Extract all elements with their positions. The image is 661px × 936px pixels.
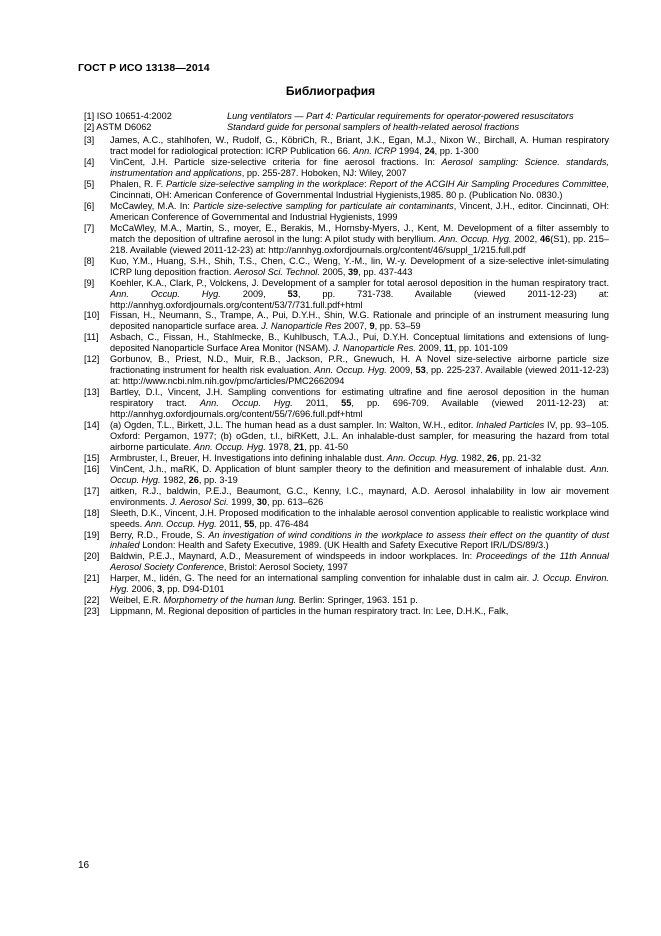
reference-segment: Ann. Occup. Hyg.: [110, 463, 609, 485]
reference-label: [8]: [84, 255, 95, 266]
reference-segment: Morphometry of the human lung.: [163, 595, 297, 606]
reference-segment: Bartley, D.I., Vincent, J.H. Sampling conventions for estimating ultrafine and fine aerosol deposition in the human respiratory tract.: [110, 387, 609, 409]
reference-segment: Armbruster, I., Breuer, H. Investigations into defining inhalable dust.: [110, 452, 387, 463]
reference-text: [110, 332, 609, 354]
reference-segment: , pp. 1-300: [434, 146, 479, 157]
reference-segment: 2011,: [216, 518, 245, 529]
reference-text: [110, 223, 609, 256]
reference-segment: Lung ventilators — Part 4: Particular requirements for operator-powered resuscitators: [227, 111, 574, 121]
reference-segment: 26: [486, 452, 498, 463]
reference-segment: Berlin: Springer, 1963. 151 p.: [296, 595, 418, 606]
reference-segment: Particle size-selective sampling in the workplace: [165, 179, 364, 190]
reference-segment: J. Occup. Environ. Hyg.: [110, 573, 609, 595]
reference-segment: Gorbunov, B., Priest, N.D., Muir, R.B., Jackson, P.R., Gnewuch, H. A Novel size-selective airborne particle size fractionating instrument for health risk evaluation.: [110, 354, 609, 376]
reference-text: [110, 201, 609, 223]
reference-segment: 39: [348, 266, 359, 277]
reference-segment: Asbach, C., Fissan, H., Stahlmecke, B., Kuhlbusch, T.A.J., Pui, D.Y.H. Conceptual limitations and extensions of lung-deposited Nanoparticle Surface Area Monitor (NSAM).: [110, 332, 609, 354]
reference-entry: [84, 508, 609, 530]
reference-entry: [84, 201, 609, 223]
reference-segment: Particle size-selective sampling for particulate air contaminants: [193, 200, 454, 211]
reference-segment: Ann. Occup. Hyg.: [110, 288, 221, 299]
reference-segment: , Bristol: Aerosol Society, 1997: [223, 562, 348, 573]
reference-segment: Sleeth, D.K., Vincent, J.H. Proposed modification to the inhalable aerosol convention applicable to realistic workplace wind speeds.: [110, 507, 609, 529]
reference-segment: , pp. 476-484: [254, 518, 309, 529]
reference-segment: Ann. ICRP: [352, 146, 397, 157]
reference-segment: McCawley, M.A. In:: [110, 200, 194, 211]
reference-entry: [84, 464, 609, 486]
reference-segment: , pp. 53–59: [374, 321, 421, 332]
reference-text: [110, 278, 609, 311]
reference-entry: [84, 278, 609, 311]
reference-segment: Aerosol sampling: Science. standards, instrumentation and applications: [110, 157, 609, 179]
reference-segment: 2009,: [386, 365, 416, 376]
reference-segment: , pp. 437-443: [358, 266, 413, 277]
reference-segment: Proceedings of the 11th Annual Aerosol Society Conference: [110, 551, 609, 573]
reference-segment: 1999,: [228, 496, 257, 507]
reference-segment: Baldwin, P.E.J., Maynard, A.D., Measurement of windspeeds in indoor workplaces. In:: [110, 551, 477, 562]
reference-text: [110, 606, 609, 617]
reference-segment: (a) Ogden, T.L., Birkett, J.L. The human head as a dust sampler. In: Walton, W.H., editor.: [110, 419, 477, 430]
reference-text: [110, 595, 609, 606]
reference-entry: [84, 573, 609, 595]
reference-entry: [84, 551, 609, 573]
reference-segment: J. Aerosol Sci.: [170, 496, 229, 507]
reference-label: [3]: [84, 135, 95, 146]
reference-segment: 2011,: [292, 398, 342, 409]
reference-segment: Report of the ACGIH Air Sampling Procedures Committee,: [369, 179, 610, 190]
reference-label: [22]: [84, 595, 100, 606]
reference-entry: [84, 256, 609, 278]
reference-segment: An investigation of wind conditions in the workplace to assess their effect on the quantity of dust inhaled: [110, 529, 609, 551]
reference-entry: [84, 332, 609, 354]
reference-text: [110, 157, 609, 179]
reference-segment: VinCent, J.H. Particle size-selective criteria for fine aerosol fractions. In:: [110, 157, 442, 168]
reference-segment: Kuo, Y.M., Huang, S.H., Shih, T.S., Chen, C.C., Weng, Y.-M., lin, W.-y. Development of a size-selective inlet-simulating ICRP lung deposition fraction.: [110, 255, 609, 277]
reference-segment: James, A.C., stahlhofen, W., Rudolf, G., KöbriCh, R., Briant, J.K., Egan, M.J., Nixon W., Birchall, A. Human respiratory tract model for radiological protection: ICRP Publication 66.: [110, 135, 609, 157]
reference-segment: , pp. D94-D101: [162, 584, 225, 595]
reference-segment: , pp. 225-237. Available (viewed 2011-12-23) at: http://www.ncbi.nlm.nih.gov/pmc/articles/PMC2662094: [110, 365, 609, 387]
reference-text: [110, 135, 609, 157]
reference-segment: 46: [540, 233, 551, 244]
reference-text: [110, 179, 609, 201]
reference-segment: Koehler, K.A., Clark, P., Volckens, J. Development of a sampler for total aerosol deposition in the human respiratory tract.: [110, 277, 609, 288]
reference-segment: 55: [244, 518, 255, 529]
reference-segment: McCaWley, M.A., Martin, S., moyer, E., Berakis, M., Hornsby-Myers, J., Kent, M. Development of a filter assembly to match the deposition of ultrafine aerosol in the lung: A pilot study with beryllium.: [110, 222, 609, 244]
reference-segment: 1994,: [396, 146, 425, 157]
reference-entry: [84, 595, 609, 606]
reference-segment: VinCent, J.h., maRK, D. Application of blunt sampler theory to the definition and measurement of inhalable dust.: [110, 463, 591, 474]
reference-segment: Aerosol Sci. Technol.: [233, 266, 320, 277]
reference-text: [227, 111, 609, 122]
reference-text: [110, 387, 609, 420]
reference-label: [20]: [84, 551, 100, 562]
reference-label: [15]: [84, 452, 100, 463]
reference-label: [16]: [84, 463, 100, 474]
reference-segment: 21: [293, 441, 305, 452]
reference-segment: , pp. 21-32: [497, 452, 542, 463]
reference-segment: 24: [424, 146, 435, 157]
reference-label: [11]: [84, 332, 99, 343]
reference-segment: Ann. Occup. Hyg.: [193, 441, 266, 452]
standard-code-header: ГОСТ Р ИСО 13138—2014: [78, 62, 210, 74]
reference-entry: [84, 354, 609, 387]
reference-text: [110, 354, 609, 387]
reference-segment: Fissan, H., Neumann, S., Trampe, A., Pui, D.Y.H., Shin, W.G. Rationale and principle of an instrument measuring lung deposited nanoparticle surface area.: [110, 310, 609, 332]
reference-label: [12]: [84, 354, 100, 365]
reference-label: [23]: [84, 606, 100, 617]
section-title: Библиография: [285, 84, 376, 98]
reference-segment: 30: [256, 496, 267, 507]
reference-segment: , Vincent, J.H., editor. Cincinnati, OH: American Conference of Governmental and Industrial Hygienists, 1999: [110, 200, 610, 222]
reference-label: [9]: [84, 277, 95, 288]
reference-segment: , pp. 696-709. Available (viewed 2011-12-23) at: http://annhyg.oxfordjournals.org/content/55/7/696.full.pdf+html: [110, 398, 609, 420]
reference-segment: 26: [188, 474, 199, 485]
reference-text: [110, 508, 609, 530]
reference-segment: 2009,: [220, 288, 288, 299]
reference-label: [13]: [84, 387, 100, 398]
reference-label: [14]: [84, 419, 100, 430]
reference-segment: (S1), pp. 215–218. Available (viewed 2011-12-23) at: http://annhyg.oxfordjournals.org/content/46/suppl_1/215.full.pdf: [110, 233, 609, 255]
reference-entry: [84, 530, 609, 552]
reference-segment: Standard guide for personal samplers of health-related aerosol fractions: [227, 121, 520, 132]
reference-label: [19]: [84, 529, 100, 540]
reference-label: [5]: [84, 179, 95, 190]
reference-label: [21]: [84, 573, 100, 584]
reference-label: [4]: [84, 157, 95, 168]
reference-segment: Ann. Occup. Hyg.: [199, 398, 293, 409]
reference-text: [110, 551, 609, 573]
reference-segment: IV, pp. 93–105. Oxford: Pergamon, 1977; (b) oGden, t.l., biRKett, J.L. An inhalable-dust sampler, for measuring the hazard from total airborne particulate.: [110, 419, 609, 452]
reference-label: [7]: [84, 222, 95, 233]
reference-segment: 2005,: [319, 266, 349, 277]
reference-segment: Harper, M., lidén, G. The need for an international sampling convention for inhalable dust in calm air.: [110, 573, 533, 584]
reference-text: [110, 486, 609, 508]
reference-segment: London: Health and Safety Executive, 1989. (UK Health and Safety Executive Report IR/L/DS/89/3.): [139, 540, 549, 551]
reference-segment: 55: [341, 398, 352, 409]
reference-label: [6]: [84, 200, 95, 211]
reference-segment: 2006,: [128, 584, 158, 595]
reference-entry: [84, 453, 609, 464]
reference-segment: , pp. 613–626: [267, 496, 324, 507]
reference-segment: :: [363, 179, 370, 190]
reference-segment: Phalen, R. F.: [110, 179, 166, 190]
reference-segment: , pp. 41-50: [304, 441, 349, 452]
reference-entry: [84, 420, 609, 453]
reference-segment: , pp. 3-19: [198, 474, 238, 485]
reference-entry: [84, 122, 609, 133]
reference-entry: [84, 223, 609, 256]
reference-segment: 9: [369, 321, 375, 332]
reference-entry: [84, 387, 609, 420]
reference-segment: Berry, R.D., Froude, S.: [110, 529, 209, 540]
reference-label: [1] ISO 10651-4:2002: [84, 111, 172, 121]
reference-entry: [84, 135, 609, 157]
reference-entry: [84, 179, 609, 201]
reference-segment: Ann. Occup. Hyg.: [438, 233, 512, 244]
reference-entry: [84, 310, 609, 332]
reference-segment: 1982,: [458, 452, 487, 463]
reference-segment: 11: [444, 343, 454, 354]
reference-label: [10]: [84, 310, 100, 321]
reference-segment: Lippmann, M. Regional deposition of particles in the human respiratory tract. In: Lee, D.H.K., Falk,: [110, 606, 509, 617]
reference-entry: [84, 486, 609, 508]
reference-segment: , pp. 255-287. Hoboken, NJ: Wiley, 2007: [241, 168, 407, 179]
reference-segment: J. Nanoparticle Res.: [333, 343, 416, 354]
reference-label: [18]: [84, 507, 100, 518]
reference-segment: 2009,: [415, 343, 444, 354]
reference-segment: Ann. Occup. Hyg.: [144, 518, 217, 529]
reference-label: [2] ASTM D6062: [84, 121, 152, 132]
bibliography-list: [84, 111, 609, 617]
reference-segment: , pp. 731-738. Available (viewed 2011-12-23) at: http://annhyg.oxfordjournals.org/content/53/7/731.full.pdf+html: [110, 288, 609, 310]
reference-segment: 2007,: [341, 321, 370, 332]
reference-segment: 1982,: [160, 474, 189, 485]
reference-text: [110, 310, 609, 332]
reference-text: [227, 122, 609, 133]
reference-segment: 3: [157, 584, 163, 595]
reference-segment: 1978,: [265, 441, 294, 452]
reference-entry: [84, 157, 609, 179]
page-number: 16: [78, 860, 90, 871]
reference-segment: Weibel, E.R.: [110, 595, 164, 606]
reference-entry: [84, 111, 609, 122]
reference-segment: Inhaled Particles: [476, 419, 545, 430]
reference-segment: 2002,: [511, 233, 540, 244]
reference-segment: J. Nanoparticle Res: [261, 321, 342, 332]
reference-label: [17]: [84, 485, 100, 496]
reference-segment: 53: [415, 365, 426, 376]
reference-segment: aitken, R.J., baldwin, P.E.J., Beaumont, G.C., Kenny, I.C., maynard, A.D. Aerosol inhalability in low air movement environments.: [110, 485, 609, 507]
reference-segment: 53: [287, 288, 298, 299]
reference-text: [110, 573, 609, 595]
reference-text: [110, 420, 609, 453]
reference-segment: Ann. Occup. Hyg.: [314, 365, 387, 376]
reference-text: [110, 256, 609, 278]
reference-segment: , pp. 101-109: [453, 343, 508, 354]
reference-segment: Cincinnati, OH: American Conference of Governmental Industrial Hygienists,1985. 80 p. (Publication No. 0830.): [110, 189, 563, 200]
reference-segment: Ann. Occup. Hyg.: [386, 452, 459, 463]
reference-entry: [84, 606, 609, 617]
reference-text: [110, 464, 609, 486]
reference-text: [110, 530, 609, 552]
reference-text: [110, 453, 609, 464]
